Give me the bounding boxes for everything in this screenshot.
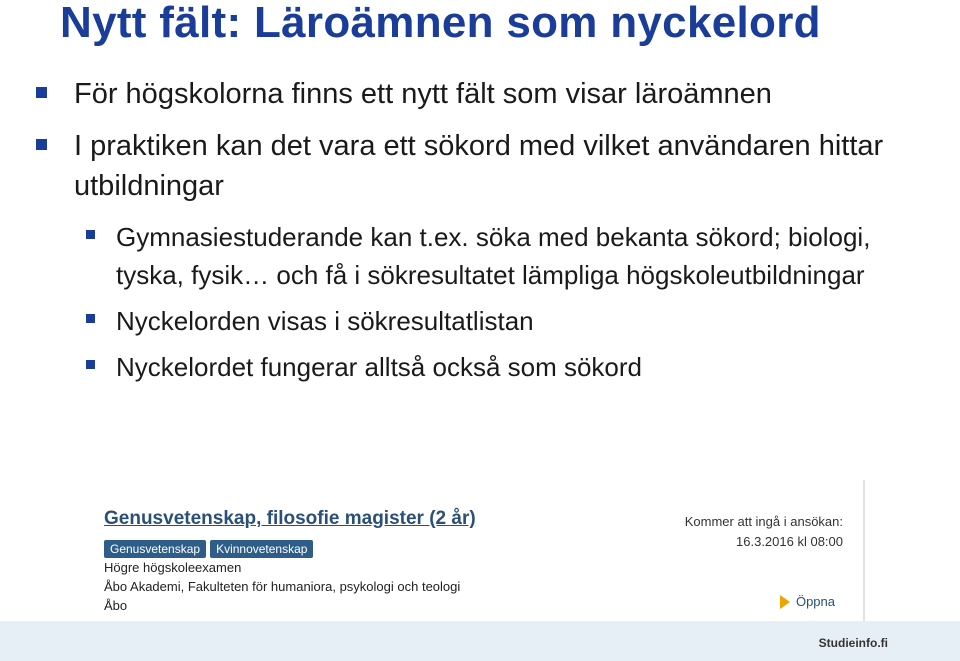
bullet-text: För högskolorna finns ett nytt fält som visar läroämnen <box>74 78 772 110</box>
bullet-list <box>36 74 936 394</box>
square-bullet-icon <box>36 87 47 98</box>
bullet-text: I praktiken kan det vara ett sökord med vilket användaren hittar utbildningar <box>74 130 884 202</box>
city-text: Åbo <box>104 598 128 613</box>
square-bullet-icon <box>86 230 95 239</box>
degree-text: Högre högskoleexamen <box>104 560 242 575</box>
footer-bar <box>0 621 960 661</box>
play-arrow-icon <box>780 595 790 609</box>
square-bullet-icon <box>86 314 95 323</box>
studieinfo-logo: Studieinfo.fi <box>818 636 888 650</box>
keyword-tags <box>104 540 313 558</box>
bullet-item <box>36 126 936 206</box>
square-bullet-icon <box>86 360 95 369</box>
program-title-link[interactable]: Genusvetenskap, filosofie magister (2 år) <box>104 508 476 529</box>
subbullet-item <box>36 348 936 386</box>
keyword-tag[interactable]: Genusvetenskap <box>104 540 206 558</box>
subbullet-item <box>36 302 936 340</box>
bullet-item <box>36 74 936 114</box>
subbullet-text: Nyckelordet fungerar alltså också som sökord <box>116 352 643 382</box>
institution-text: Åbo Akademi, Fakulteten för humaniora, psykologi och teologi <box>104 579 461 594</box>
deadline-label: Kommer att ingå i ansökan: <box>684 514 843 529</box>
subbullet-text: Nyckelorden visas i sökresultatlistan <box>116 306 534 336</box>
subbullet-text: Gymnasiestuderande kan t.ex. söka med bekanta sökord; biologi, tyska, fysik… och få i sökresultatet lämpliga högskoleutbildningar <box>116 222 871 290</box>
square-bullet-icon <box>36 139 47 150</box>
open-label: Öppna <box>795 594 835 609</box>
subbullet-list <box>36 218 936 386</box>
subbullet-item <box>36 218 936 294</box>
deadline-date: 16.3.2016 kl 08:00 <box>736 534 843 549</box>
slide-title: Nytt fält: Läroämnen som nyckelord <box>60 0 821 47</box>
open-button[interactable] <box>780 594 835 609</box>
search-result-card <box>88 480 865 622</box>
keyword-tag[interactable]: Kvinnovetenskap <box>210 540 313 558</box>
